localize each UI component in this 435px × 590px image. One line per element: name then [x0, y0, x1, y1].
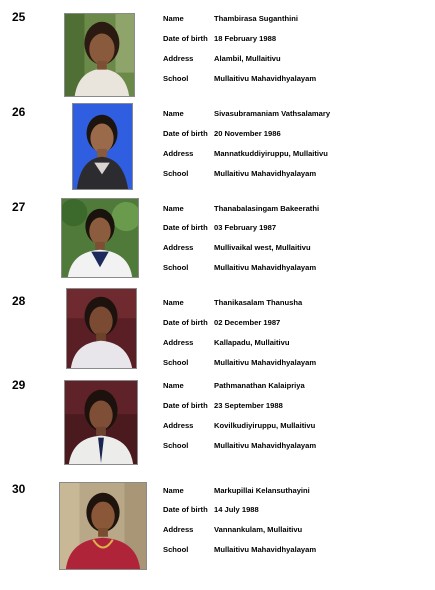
dob-value: 18 February 1988: [214, 34, 277, 43]
record-number: 26: [12, 105, 26, 119]
address-label: Address: [163, 149, 194, 158]
name-value: Thanabalasingam Bakeerathi: [214, 204, 320, 213]
school-label: School: [163, 545, 189, 554]
address-label: Address: [163, 338, 194, 347]
record-number: 28: [12, 294, 26, 308]
address-label: Address: [163, 525, 194, 534]
dob-value: 02 December 1987: [214, 318, 281, 327]
dob-value: 03 February 1987: [214, 223, 277, 232]
dob-label: Date of birth: [163, 129, 208, 138]
address-value: Mullivaikal west, Mullaitivu: [214, 243, 311, 252]
school-label: School: [163, 441, 189, 450]
school-value: Mullaitivu Mahavidhyalayam: [214, 545, 317, 554]
name-value: Thanikasalam Thanusha: [214, 298, 303, 307]
address-value: Vannankulam, Mullaitivu: [214, 525, 303, 534]
portrait-photo: [61, 198, 139, 278]
name-value: Markupillai Kelansuthayini: [214, 486, 310, 495]
school-label: School: [163, 74, 189, 83]
record-number: 25: [12, 10, 26, 24]
dob-label: Date of birth: [163, 505, 208, 514]
record-28: [0, 294, 435, 386]
record-number: 27: [12, 200, 26, 214]
portrait-photo: [72, 103, 133, 190]
school-value: Mullaitivu Mahavidhyalayam: [214, 169, 317, 178]
record-30: [0, 482, 435, 574]
portrait-photo: [59, 482, 147, 570]
dob-label: Date of birth: [163, 401, 208, 410]
address-label: Address: [163, 54, 194, 63]
name-value: Pathmanathan Kalaipriya: [214, 381, 305, 390]
name-label: Name: [163, 204, 184, 213]
name-value: Sivasubramaniam Vathsalamary: [214, 109, 331, 118]
address-value: Alambil, Mullaitivu: [214, 54, 281, 63]
dob-label: Date of birth: [163, 34, 208, 43]
school-label: School: [163, 358, 189, 367]
school-value: Mullaitivu Mahavidhyalayam: [214, 74, 317, 83]
name-label: Name: [163, 298, 184, 307]
address-value: Kallapadu, Mullaitivu: [214, 338, 290, 347]
dob-label: Date of birth: [163, 223, 208, 232]
address-value: Kovilkudiyiruppu, Mullaitivu: [214, 421, 316, 430]
portrait-photo: [64, 380, 138, 465]
school-label: School: [163, 263, 189, 272]
record-number: 30: [12, 482, 26, 496]
school-value: Mullaitivu Mahavidhyalayam: [214, 263, 317, 272]
address-value: Mannatkuddiyiruppu, Mullaitivu: [214, 149, 328, 158]
record-27: [0, 200, 435, 292]
name-label: Name: [163, 486, 184, 495]
name-label: Name: [163, 381, 184, 390]
record-25: [0, 10, 435, 102]
school-value: Mullaitivu Mahavidhyalayam: [214, 441, 317, 450]
portrait-photo: [64, 13, 135, 97]
name-value: Thambirasa Suganthini: [214, 14, 298, 23]
address-label: Address: [163, 243, 194, 252]
record-number: 29: [12, 378, 26, 392]
name-label: Name: [163, 14, 184, 23]
address-label: Address: [163, 421, 194, 430]
dob-value: 20 November 1986: [214, 129, 281, 138]
portrait-photo: [66, 288, 137, 369]
dob-label: Date of birth: [163, 318, 208, 327]
record-26: [0, 105, 435, 197]
dob-value: 23 September 1988: [214, 401, 283, 410]
school-label: School: [163, 169, 189, 178]
school-value: Mullaitivu Mahavidhyalayam: [214, 358, 317, 367]
dob-value: 14 July 1988: [214, 505, 259, 514]
name-label: Name: [163, 109, 184, 118]
record-29: [0, 378, 435, 470]
